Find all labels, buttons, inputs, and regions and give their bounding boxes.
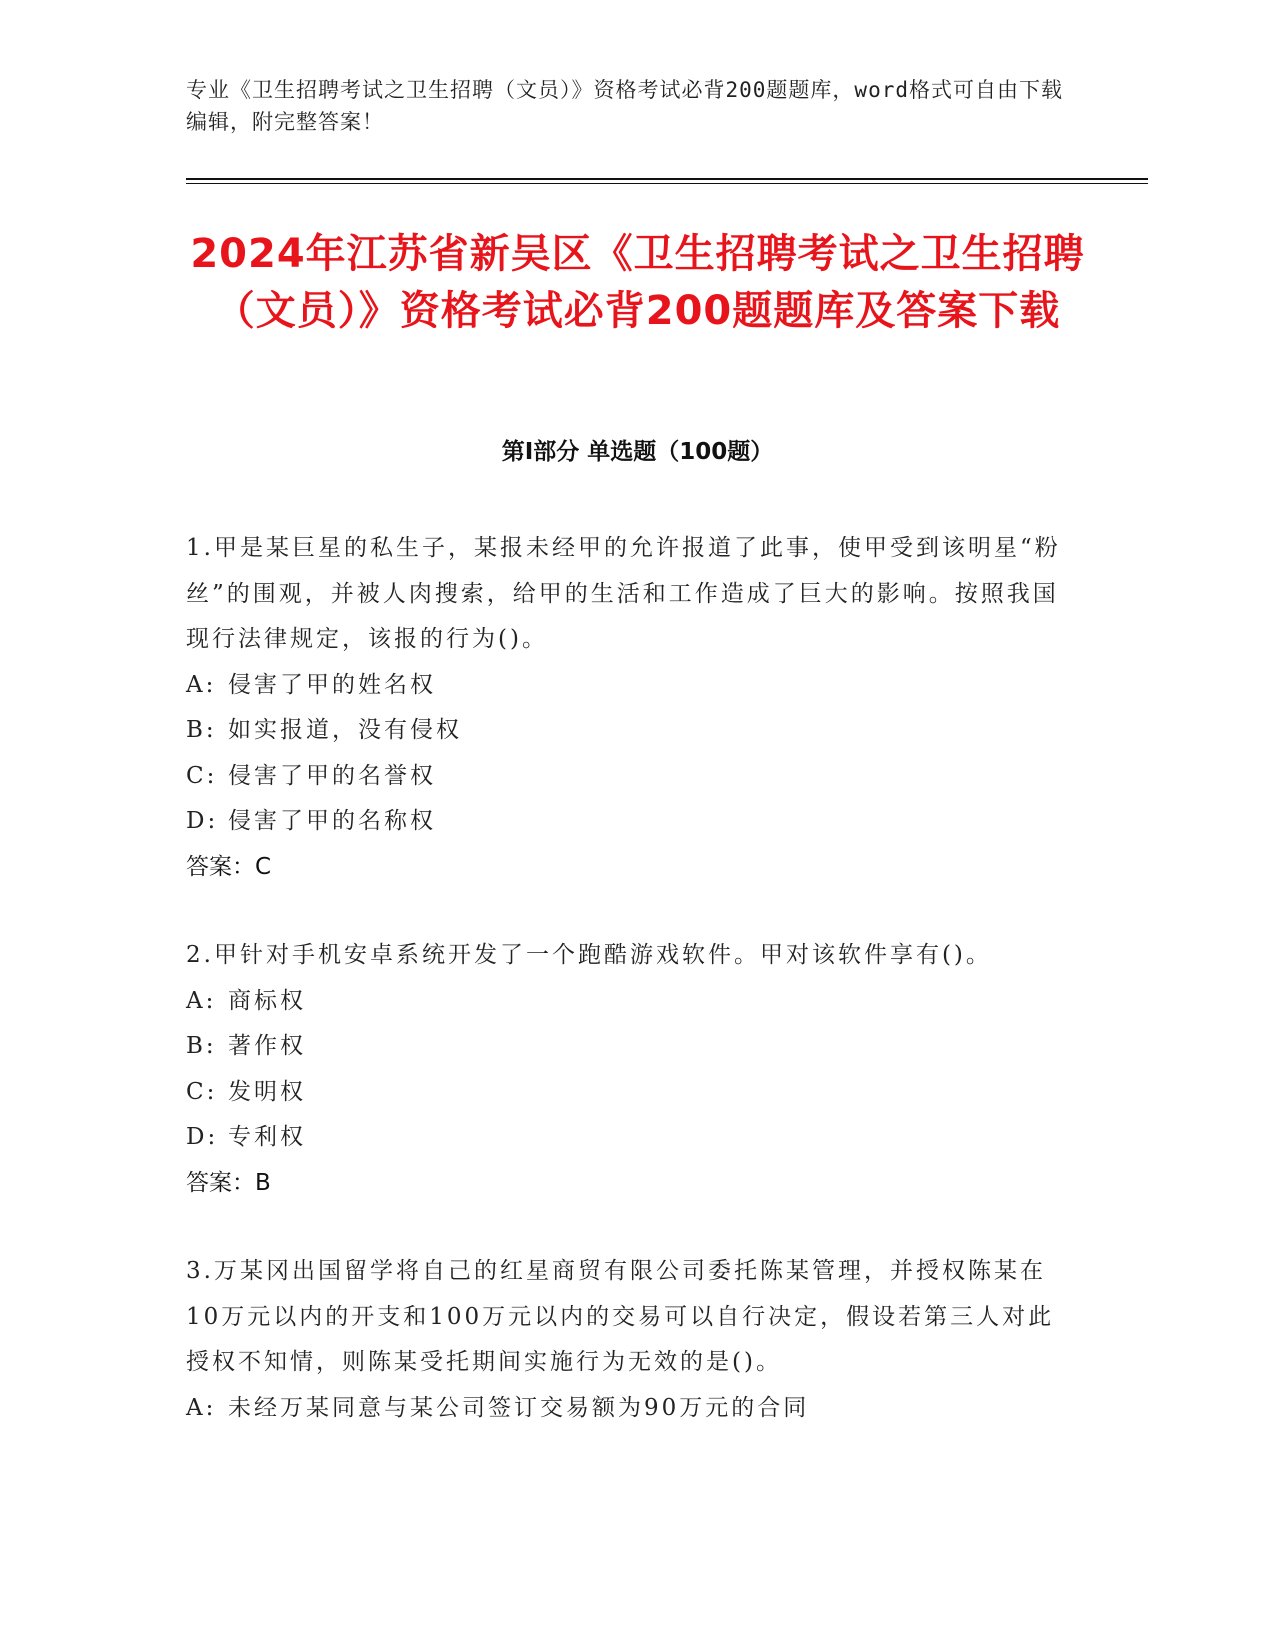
option-text: 如实报道，没有侵权 — [228, 717, 462, 743]
section-title: 第Ⅰ部分 单选题（100题） — [501, 439, 774, 465]
question-list — [186, 526, 1076, 1474]
question-item — [186, 1249, 1076, 1431]
question-item — [186, 526, 1076, 890]
option-text: 发明权 — [228, 1078, 306, 1105]
option-letter: D: — [186, 808, 219, 834]
answer-line: 答案：C — [186, 853, 272, 880]
option-c — [186, 1070, 1076, 1116]
option-d — [186, 799, 1076, 845]
option-text: 著作权 — [228, 1033, 306, 1059]
option-a — [186, 663, 1076, 709]
option-letter: A: — [186, 987, 217, 1014]
header-rule-thick — [186, 178, 1148, 180]
option-text: 侵害了甲的姓名权 — [228, 671, 436, 698]
option-text: 侵害了甲的名称权 — [228, 808, 436, 834]
option-letter: C: — [186, 1078, 218, 1105]
option-text: 专利权 — [228, 1124, 306, 1150]
option-text: 商标权 — [228, 987, 306, 1014]
question-stem: 3.万某冈出国留学将自己的红星商贸有限公司委托陈某管理，并授权陈某在10万元以内的开支和100万元以内的交易可以自行决定，假设若第三人对此授权不知情，则陈某受托期间实施行为无效的是()。 — [186, 1258, 1055, 1375]
question-stem: 2.甲针对手机安卓系统开发了一个跑酷游戏软件。甲对该软件享有()。 — [186, 942, 992, 968]
option-c — [186, 754, 1076, 800]
header-note: 专业《卫生招聘考试之卫生招聘（文员）》资格考试必背200题题库，word格式可自由下载编辑，附完整答案！ — [186, 78, 1063, 134]
option-a — [186, 1386, 1076, 1432]
document-title: 2024年江苏省新吴区《卫生招聘考试之卫生招聘（文员）》资格考试必背200题题库及答案下载 — [190, 231, 1085, 334]
header-rule-thin — [186, 183, 1148, 184]
option-letter: D: — [186, 1124, 219, 1150]
option-b — [186, 1024, 1076, 1070]
option-letter: A: — [186, 1394, 217, 1421]
option-text: 未经万某同意与某公司签订交易额为90万元的合同 — [228, 1394, 810, 1421]
option-letter: B: — [186, 1033, 217, 1059]
question-stem: 1.甲是某巨星的私生子，某报未经甲的允许报道了此事，使甲受到该明星“粉丝”的围观，并被人肉搜索，给甲的生活和工作造成了巨大的影响。按照我国现行法律规定，该报的行为()。 — [186, 535, 1061, 652]
option-text: 侵害了甲的名誉权 — [228, 762, 436, 789]
option-letter: C: — [186, 762, 218, 789]
option-letter: B: — [186, 717, 217, 743]
option-a — [186, 979, 1076, 1025]
option-d — [186, 1115, 1076, 1161]
question-item — [186, 933, 1076, 1206]
option-letter: A: — [186, 671, 217, 698]
option-b — [186, 708, 1076, 754]
answer-line: 答案：B — [186, 1169, 271, 1196]
